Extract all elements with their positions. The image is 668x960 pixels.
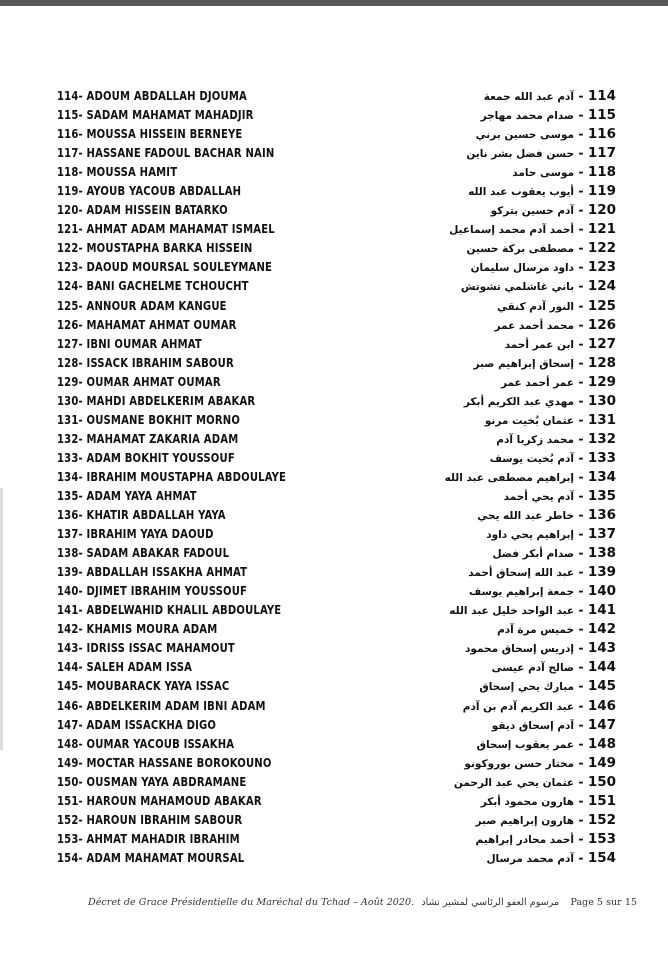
list-item <box>0 276 668 295</box>
name-latin: 136- KHATIR ABDALLAH YAYA <box>57 507 226 523</box>
list-item <box>0 143 668 162</box>
name-latin: 135- ADAM YAYA AHMAT <box>57 487 197 503</box>
name-latin: 130- MAHDI ABDELKERIM ABAKAR <box>57 392 256 408</box>
name-latin: 143- IDRISS ISSAC MAHAMOUT <box>57 640 235 656</box>
entry-number: 133 <box>587 449 616 466</box>
name-arabic <box>491 200 616 221</box>
name-arabic <box>485 410 616 431</box>
top-border <box>0 0 668 6</box>
entry-number: 125 <box>587 297 616 314</box>
name-latin: 125- ANNOUR ADAM KANGUE <box>57 297 227 313</box>
name-latin: 115- SADAM MAHAMAT MAHADJIR <box>57 107 254 123</box>
name-arabic <box>512 162 616 183</box>
pardon-list <box>0 86 668 867</box>
arabic-name-text: أحمد محادر إبراهيم <box>475 833 575 846</box>
arabic-name-text: عثمان بُخيت مرنو <box>484 414 575 427</box>
separator: - <box>574 430 588 446</box>
list-item <box>0 715 668 734</box>
list-item <box>0 467 668 486</box>
entry-number: 154 <box>587 849 616 866</box>
list-item <box>0 734 668 753</box>
separator: - <box>574 849 588 865</box>
arabic-name-text: صالح آدم عيسى <box>491 662 575 675</box>
list-item <box>0 410 668 429</box>
list-item <box>0 162 668 181</box>
separator: - <box>574 659 588 675</box>
entry-number: 126 <box>587 316 616 333</box>
separator: - <box>574 297 588 313</box>
name-arabic <box>492 657 616 678</box>
name-latin: 152- HAROUN IBRAHIM SABOUR <box>57 811 243 827</box>
arabic-name-text: عمر يعقوب إسحاق <box>476 738 575 751</box>
separator: - <box>574 88 588 103</box>
separator: - <box>574 449 588 465</box>
name-arabic <box>467 238 616 259</box>
arabic-name-text: عبد الواحد خليل عبد الله <box>449 605 575 618</box>
list-item <box>0 543 668 562</box>
arabic-name-text: موسى حامد <box>512 167 575 180</box>
list-item <box>0 791 668 810</box>
entry-number: 124 <box>587 278 616 295</box>
separator: - <box>574 545 588 561</box>
separator: - <box>574 126 588 142</box>
entry-number: 149 <box>587 754 616 771</box>
entry-number: 141 <box>587 602 616 619</box>
name-arabic <box>449 219 616 240</box>
list-item <box>0 372 668 391</box>
arabic-name-text: إسحاق إبراهيم صبر <box>473 357 575 370</box>
separator: - <box>574 335 588 351</box>
arabic-name-text: مهدي عبد الكريم أبكر <box>463 395 575 408</box>
arabic-name-text: آدم حسين بتركو <box>490 205 575 218</box>
arabic-name-text: عمر أحمد عمر <box>500 376 575 389</box>
separator: - <box>574 792 588 808</box>
separator: - <box>574 754 588 770</box>
page-footer <box>88 897 638 908</box>
name-latin: 134- IBRAHIM MOUSTAPHA ABDOULAYE <box>57 468 287 484</box>
footer-title-fr: Décret de Grace Présidentielle du Maréchal du Tchad – Août 2020. <box>88 897 415 908</box>
name-latin: 119- AYOUB YACOUB ABDALLAH <box>57 183 242 199</box>
entry-number: 151 <box>587 792 616 809</box>
entry-number: 142 <box>587 621 616 638</box>
entry-number: 144 <box>587 659 616 676</box>
separator: - <box>574 373 588 389</box>
entry-number: 119 <box>587 183 616 200</box>
name-latin: 116- MOUSSA HISSEIN BERNEYE <box>57 126 243 142</box>
name-latin: 149- MOCTAR HASSANE BOROKOUNO <box>57 754 272 770</box>
entry-number: 122 <box>587 240 616 257</box>
arabic-name-text: باني غاشلمي تشوتش <box>460 281 575 294</box>
separator: - <box>574 640 588 656</box>
name-arabic <box>477 505 616 526</box>
separator: - <box>574 107 588 123</box>
separator: - <box>574 221 588 237</box>
arabic-name-text: آدم إسحاق ديقو <box>491 719 575 732</box>
separator: - <box>574 487 588 503</box>
separator: - <box>574 602 588 618</box>
entry-number: 143 <box>587 640 616 657</box>
entry-number: 146 <box>587 697 616 714</box>
separator: - <box>574 259 588 275</box>
entry-number: 131 <box>587 411 616 428</box>
name-latin: 122- MOUSTAPHA BARKA HISSEIN <box>57 240 253 256</box>
name-arabic <box>497 296 616 317</box>
list-item <box>0 429 668 448</box>
entry-number: 152 <box>587 811 616 828</box>
name-arabic <box>477 734 616 755</box>
list-item <box>0 257 668 276</box>
list-item <box>0 353 668 372</box>
name-arabic <box>497 619 616 640</box>
name-latin: 146- ABDELKERIM ADAM IBNI ADAM <box>57 697 266 713</box>
name-arabic <box>465 638 616 659</box>
name-arabic <box>504 486 616 507</box>
separator: - <box>574 145 588 161</box>
arabic-name-text: مختار حسن بوروكونو <box>464 757 575 770</box>
separator: - <box>574 526 588 542</box>
entry-number: 138 <box>587 545 616 562</box>
name-latin: 120- ADAM HISSEIN BATARKO <box>57 202 228 218</box>
list-item <box>0 105 668 124</box>
name-arabic <box>505 334 616 355</box>
list-item <box>0 334 668 353</box>
separator: - <box>574 240 588 256</box>
name-arabic <box>445 467 616 488</box>
entry-number: 132 <box>587 430 616 447</box>
arabic-name-text: محمد زكريا آدم <box>496 433 575 446</box>
name-arabic <box>495 315 616 336</box>
name-latin: 144- SALEH ADAM ISSA <box>57 659 193 675</box>
arabic-name-text: أحمد آدم محمد إسماعيل <box>449 224 575 237</box>
footer-title-ar: مرسوم العفو الرئاسي لمشير تشاد <box>421 897 560 908</box>
separator: - <box>574 811 588 827</box>
name-arabic <box>481 791 616 812</box>
list-item <box>0 315 668 334</box>
arabic-name-text: داود مرسال سليمان <box>470 262 575 275</box>
name-latin: 127- IBNI OUMAR AHMAT <box>57 335 202 351</box>
arabic-name-text: صدام محمد مهاجر <box>480 110 575 123</box>
name-latin: 114- ADOUM ABDALLAH DJOUMA <box>57 88 247 103</box>
name-latin: 117- HASSANE FADOUL BACHAR NAIN <box>57 145 275 161</box>
list-item <box>0 829 668 848</box>
arabic-name-text: ابن عمر أحمد <box>504 338 575 351</box>
entry-number: 128 <box>587 354 616 371</box>
name-latin: 137- IBRAHIM YAYA DAOUD <box>57 526 214 542</box>
list-item <box>0 810 668 829</box>
list-item <box>0 638 668 657</box>
list-item <box>0 296 668 315</box>
name-latin: 129- OUMAR AHMAT OUMAR <box>57 373 221 389</box>
list-item <box>0 657 668 676</box>
entry-number: 115 <box>587 107 616 124</box>
name-latin: 145- MOUBARACK YAYA ISSAC <box>57 678 230 694</box>
name-arabic <box>486 848 616 869</box>
arabic-name-text: إبراهيم يحي داود <box>486 529 575 542</box>
name-arabic <box>476 829 616 850</box>
entry-number: 114 <box>587 88 616 104</box>
name-arabic <box>468 181 616 202</box>
name-latin: 141- ABDELWAHID KHALIL ABDOULAYE <box>57 602 282 618</box>
name-arabic <box>476 124 616 145</box>
name-latin: 142- KHAMIS MOURA ADAM <box>57 621 218 637</box>
entry-number: 136 <box>587 507 616 524</box>
arabic-name-text: صدام أبكر فضل <box>492 548 575 561</box>
separator: - <box>574 392 588 408</box>
list-item <box>0 86 668 105</box>
arabic-name-text: النور آدم كنقي <box>497 300 575 313</box>
separator: - <box>574 697 588 713</box>
arabic-name-text: خميس مرة آدم <box>497 624 575 637</box>
list-item <box>0 562 668 581</box>
separator: - <box>574 735 588 751</box>
name-latin: 139- ABDALLAH ISSAKHA AHMAT <box>57 564 248 580</box>
arabic-name-text: آدم يحي أحمد <box>503 490 575 503</box>
name-arabic <box>486 524 616 545</box>
entry-number: 148 <box>587 735 616 752</box>
separator: - <box>574 716 588 732</box>
separator: - <box>574 830 588 846</box>
name-latin: 140- DJIMET IBRAHIM YOUSSOUF <box>57 583 248 599</box>
arabic-name-text: هارون محمود أبكر <box>480 795 575 808</box>
entry-number: 123 <box>587 259 616 276</box>
name-latin: 133- ADAM BOKHIT YOUSSOUF <box>57 449 235 465</box>
name-latin: 148- OUMAR YACOUB ISSAKHA <box>57 735 235 751</box>
separator: - <box>574 411 588 427</box>
entry-number: 150 <box>587 773 616 790</box>
list-item <box>0 772 668 791</box>
arabic-name-text: محمد أحمد عمر <box>494 319 575 332</box>
arabic-name-text: مبارك يحي إسحاق <box>479 681 575 694</box>
entry-number: 116 <box>587 126 616 143</box>
entry-number: 153 <box>587 830 616 847</box>
arabic-name-text: حسن فضل بشر ناين <box>466 148 575 161</box>
name-latin: 150- OUSMAN YAYA ABDRAMANE <box>57 773 247 789</box>
entry-number: 121 <box>587 221 616 238</box>
arabic-name-text: مصطفى بركة حسين <box>466 243 575 256</box>
list-item <box>0 391 668 410</box>
entry-number: 137 <box>587 526 616 543</box>
list-item <box>0 600 668 619</box>
name-arabic <box>464 753 616 774</box>
name-latin: 153- AHMAT MAHADIR IBRAHIM <box>57 830 240 846</box>
name-arabic <box>471 257 616 278</box>
list-item <box>0 524 668 543</box>
list-item <box>0 581 668 600</box>
entry-number: 129 <box>587 373 616 390</box>
name-arabic <box>484 86 616 107</box>
arabic-name-text: إدريس إسحاق محمود <box>465 643 575 656</box>
separator: - <box>574 621 588 637</box>
separator: - <box>574 202 588 218</box>
entry-number: 147 <box>587 716 616 733</box>
name-arabic <box>501 372 616 393</box>
list-item <box>0 181 668 200</box>
entry-number: 118 <box>587 164 616 181</box>
list-item <box>0 486 668 505</box>
arabic-name-text: إبراهيم مصطفى عبد الله <box>444 471 575 484</box>
entry-number: 130 <box>587 392 616 409</box>
separator: - <box>574 678 588 694</box>
list-item <box>0 448 668 467</box>
name-latin: 126- MAHAMAT AHMAT OUMAR <box>57 316 237 332</box>
arabic-name-text: عبد الله إسحاق أحمد <box>468 567 575 580</box>
arabic-name-text: عبد الكريم آدم بن آدم <box>462 700 575 713</box>
arabic-name-text: جمعة إبراهيم يوسف <box>468 586 575 599</box>
name-latin: 124- BANI GACHELME TCHOUCHT <box>57 278 249 294</box>
name-arabic <box>492 715 616 736</box>
entry-number: 134 <box>587 468 616 485</box>
arabic-name-text: أيوب يعقوب عبد الله <box>468 186 575 199</box>
entry-number: 127 <box>587 335 616 352</box>
arabic-name-text: آدم محمد مرسال <box>486 852 575 865</box>
page-number: Page 5 sur 15 <box>570 897 638 908</box>
name-arabic <box>464 391 616 412</box>
entry-number: 120 <box>587 202 616 219</box>
name-arabic <box>468 562 616 583</box>
name-arabic <box>481 105 616 126</box>
name-latin: 138- SADAM ABAKAR FADOUL <box>57 545 230 561</box>
name-arabic <box>479 676 616 697</box>
entry-number: 145 <box>587 678 616 695</box>
separator: - <box>574 316 588 332</box>
separator: - <box>574 164 588 180</box>
entry-number: 135 <box>587 487 616 504</box>
separator: - <box>574 468 588 484</box>
name-latin: 151- HAROUN MAHAMOUD ABAKAR <box>57 792 262 808</box>
name-latin: 131- OUSMANE BOKHIT MORNO <box>57 411 241 427</box>
separator: - <box>574 278 588 294</box>
separator: - <box>574 354 588 370</box>
entry-number: 117 <box>587 145 616 162</box>
list-item <box>0 238 668 257</box>
name-arabic <box>466 143 616 164</box>
name-arabic <box>463 696 616 717</box>
entry-number: 140 <box>587 583 616 600</box>
arabic-name-text: عثمان يحي عبد الرحمن <box>453 776 575 789</box>
name-arabic <box>449 600 616 621</box>
name-latin: 132- MAHAMAT ZAKARIA ADAM <box>57 430 239 446</box>
arabic-name-text: خاطر عبد الله يحي <box>477 510 575 523</box>
list-item <box>0 124 668 143</box>
separator: - <box>574 583 588 599</box>
entry-number: 139 <box>587 564 616 581</box>
separator: - <box>574 773 588 789</box>
list-item <box>0 219 668 238</box>
name-latin: 128- ISSACK IBRAHIM SABOUR <box>57 354 234 370</box>
list-item <box>0 696 668 715</box>
name-arabic <box>492 543 616 564</box>
list-item <box>0 848 668 867</box>
name-arabic <box>454 772 616 793</box>
name-arabic <box>469 581 616 602</box>
list-item <box>0 676 668 695</box>
name-latin: 118- MOUSSA HAMIT <box>57 164 178 180</box>
name-arabic <box>473 353 616 374</box>
arabic-name-text: موسى حسين برني <box>475 129 575 142</box>
separator: - <box>574 183 588 199</box>
name-arabic <box>496 429 616 450</box>
name-latin: 121- AHMAT ADAM MAHAMAT ISMAEL <box>57 221 275 237</box>
list-item <box>0 505 668 524</box>
name-latin: 147- ADAM ISSACKHA DIGO <box>57 716 217 732</box>
arabic-name-text: آدم بُخيت يوسف <box>489 452 575 465</box>
name-arabic <box>461 276 616 297</box>
separator: - <box>574 564 588 580</box>
separator: - <box>574 507 588 523</box>
name-arabic <box>490 448 616 469</box>
name-arabic <box>476 810 616 831</box>
name-latin: 123- DAOUD MOURSAL SOULEYMANE <box>57 259 273 275</box>
list-item <box>0 619 668 638</box>
arabic-name-text: هارون إبراهيم صبر <box>475 814 575 827</box>
list-item <box>0 753 668 772</box>
list-item <box>0 200 668 219</box>
name-latin: 154- ADAM MAHAMAT MOURSAL <box>57 849 245 865</box>
arabic-name-text: آدم عبد الله جمعة <box>483 91 575 103</box>
